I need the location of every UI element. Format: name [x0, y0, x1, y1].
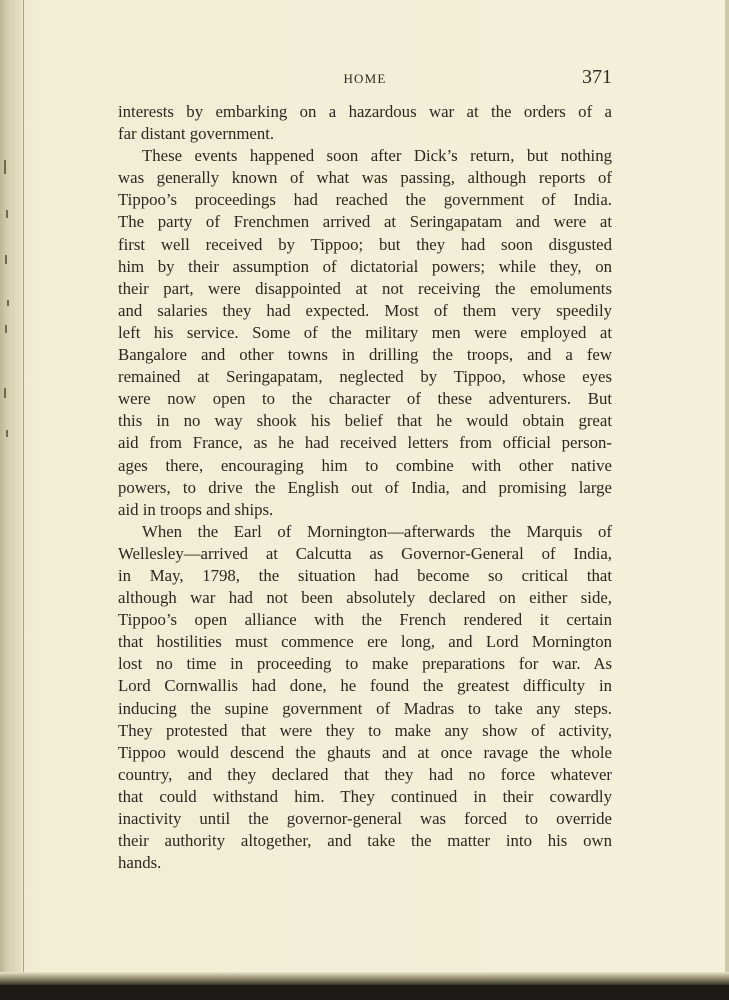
- running-head-title: HOME: [343, 71, 387, 86]
- margin-mark: [5, 325, 7, 333]
- text-line: him by their assumption of dictatorial powers; while they, on: [118, 256, 612, 276]
- margin-mark: [7, 300, 9, 306]
- margin-mark: [4, 388, 6, 398]
- text-line: remained at Seringapatam, neglected by Tippoo, whose eyes: [118, 367, 612, 387]
- text-line: first well received by Tippoo; but they had soon disgusted: [118, 234, 612, 254]
- text-line: although war had not been absolutely declared on either side,: [118, 588, 612, 608]
- text-line: interests by embarking on a hazardous war at the orders of a: [118, 102, 612, 121]
- page-number: 371: [582, 66, 612, 88]
- text-line: Lord Cornwallis had done, he found the greatest difficulty in: [118, 676, 612, 696]
- text-line: lost no time in proceeding to make preparations for war. As: [118, 654, 612, 674]
- text-line: The party of Frenchmen arrived at Seringapatam and were at: [118, 212, 612, 232]
- text-line: that could withstand him. They continued in their cowardly: [118, 786, 612, 806]
- body-text: [118, 101, 612, 874]
- text-line: ages there, encouraging him to combine with other native: [118, 455, 612, 475]
- text-line: that hostilities must commence ere long, and Lord Mornington: [118, 632, 612, 652]
- text-line: their authority altogether, and take the matter into his own: [118, 831, 612, 851]
- text-line: They protested that were they to make any show of activity,: [118, 720, 612, 740]
- gutter-crease: [23, 0, 24, 985]
- text-line: Tippoo’s open alliance with the French rendered it certain: [118, 610, 612, 630]
- page-right-edge: [725, 0, 729, 985]
- text-line: was generally known of what was passing, although reports of: [118, 168, 612, 188]
- text-line: this in no way shook his belief that he would obtain great: [118, 411, 612, 431]
- text-line: inducing the supine government of Madras to take any steps.: [118, 698, 612, 718]
- page-bottom-edge: [0, 972, 729, 985]
- text-line: Tippoo would descend the ghauts and at once ravage the whole: [118, 742, 612, 762]
- text-line: country, and they declared that they had no force whatever: [118, 764, 612, 784]
- running-head: [118, 66, 612, 92]
- text-line: When the Earl of Mornington—afterwards the Marquis of: [142, 521, 612, 541]
- text-line: These events happened soon after Dick’s return, but nothing: [142, 146, 612, 166]
- text-line: in May, 1798, the situation had become so critical that: [118, 565, 612, 585]
- text-line: their part, were disappointed at not receiving the emoluments: [118, 278, 612, 298]
- text-line: inactivity until the governor-general was forced to override: [118, 809, 612, 828]
- margin-mark: [5, 255, 7, 264]
- margin-mark: [6, 430, 8, 437]
- page-gutter: [0, 0, 22, 985]
- text-line: hands.: [118, 853, 162, 873]
- text-line: were now open to the character of these adventurers. But: [118, 389, 612, 409]
- margin-mark: [4, 160, 6, 174]
- text-line: and salaries they had expected. Most of them very speedily: [118, 300, 612, 320]
- text-line: far distant government.: [118, 124, 275, 144]
- text-line: Wellesley—arrived at Calcutta as Governor-General of India,: [118, 543, 612, 563]
- text-line: aid in troops and ships.: [118, 499, 274, 519]
- text-line: powers, to drive the English out of India, and promising large: [118, 477, 612, 497]
- text-line: left his service. Some of the military men were employed at: [118, 322, 612, 342]
- margin-mark: [6, 210, 8, 218]
- text-line: Bangalore and other towns in drilling the troops, and a few: [118, 345, 612, 365]
- text-line: Tippoo’s proceedings had reached the government of India.: [118, 190, 612, 210]
- text-line: aid from France, as he had received letters from official person-: [118, 433, 612, 453]
